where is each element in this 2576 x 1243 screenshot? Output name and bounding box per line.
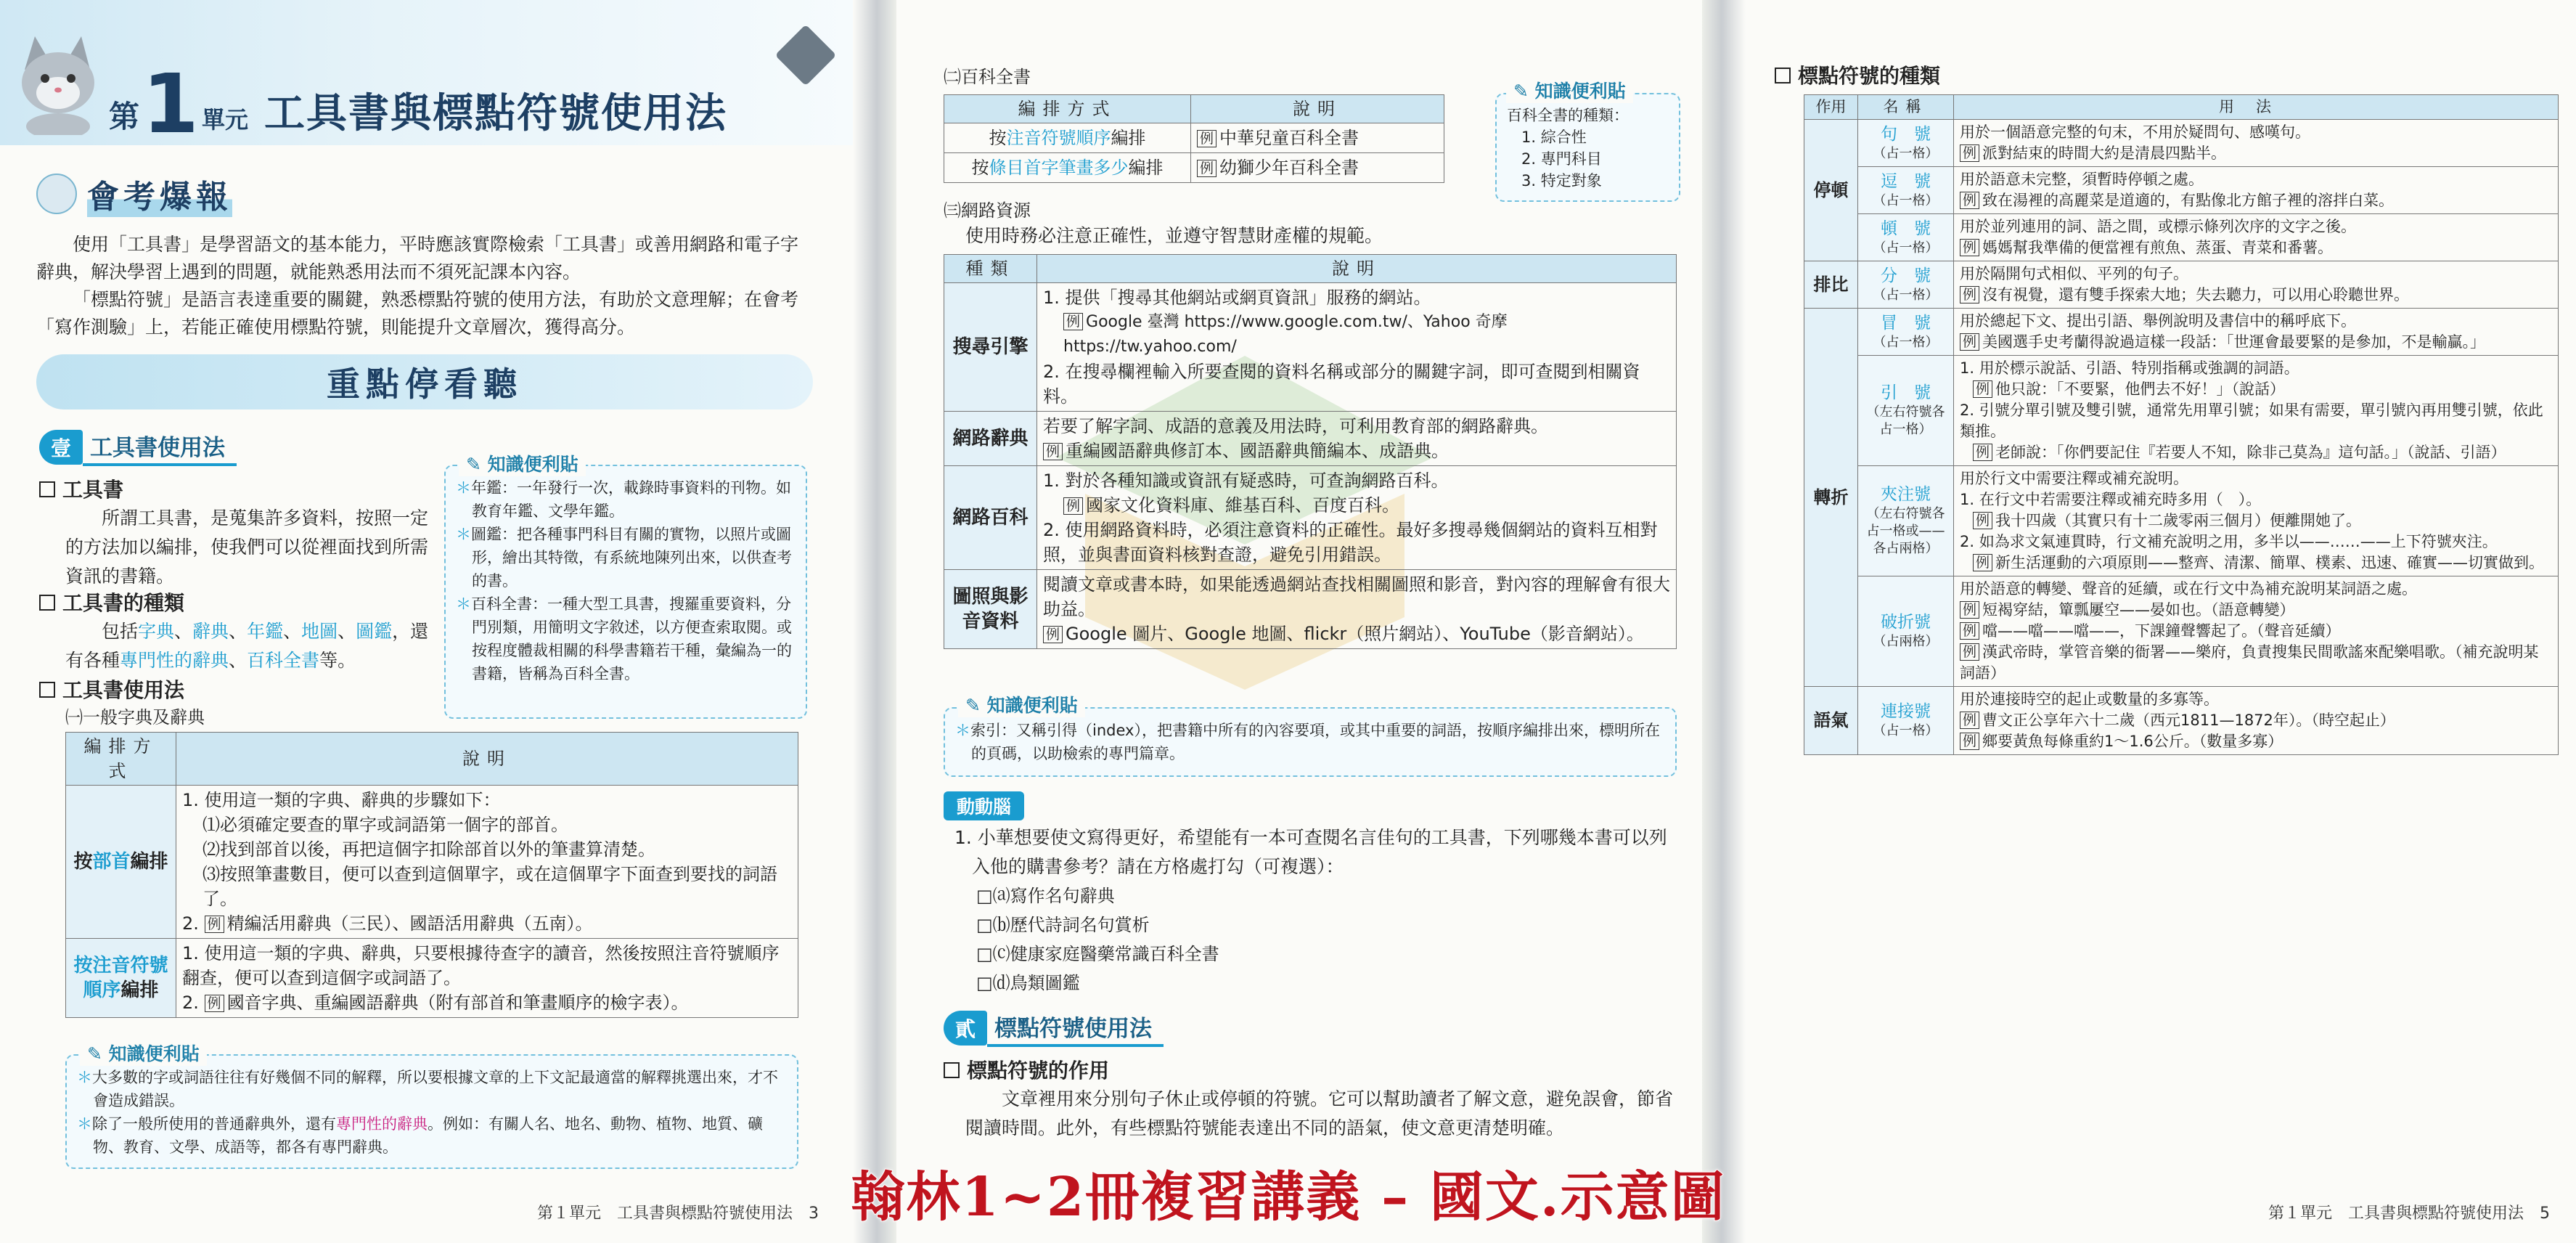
ow-1: 1. 對於各種知識或資訊有疑惑時，可查詢網路百科。 xyxy=(1043,470,1449,491)
table-header-desc: 說明 xyxy=(176,733,798,786)
type-illustrated: 圖鑑 xyxy=(356,621,393,642)
pt-header-name: 名稱 xyxy=(1858,95,1954,120)
od-example: 重編國語辭典修訂本、國語辭典簡編本、成語典。 xyxy=(1066,441,1449,461)
intro-paragraph-2: 「標點符號」是語言表達重要的關鍵，熟悉標點符號的使用方法，有助於文意理解；在會考「寫作測驗」上，若能正確使用標點符號，則能提升文章層次，獲得高分。 xyxy=(36,289,799,338)
encyclopedia-table xyxy=(944,94,1444,183)
kb3-title: 知識便利貼 xyxy=(1534,81,1626,102)
r1-step-3: ⑶按照筆畫數目，便可以查到這個單字，或在這個單字下面查到要找的詞語了。 xyxy=(203,864,777,909)
option-a[interactable]: □⒜寫作名句辭典 xyxy=(976,886,1115,906)
punct-space: （占兩格） xyxy=(1873,634,1939,649)
middle-page xyxy=(896,0,1702,1243)
option-c[interactable]: □⒞健康家庭醫藥常識百科全書 xyxy=(976,944,1219,964)
punct-name: 連接號 xyxy=(1881,702,1931,721)
example-tag: 例 xyxy=(1960,286,1979,303)
heading-tool-usage: 工具書使用法 xyxy=(39,677,184,704)
example-tag: 例 xyxy=(205,995,224,1012)
role-g2: 排比 xyxy=(1804,261,1858,309)
se-1: 1. 提供「搜尋其他網站或網頁資訊」服務的網站。 xyxy=(1043,288,1431,308)
option-d[interactable]: □⒟鳥類圖鑑 xyxy=(976,973,1080,993)
type-dictionary: 字典 xyxy=(138,621,175,642)
kb4-index: ＊ 索引：又稱引得（index），把書籍中所有的內容要項，或其中重要的詞語，按順序編排出來，標明所在的頁碼，以助檢索的專門篇章。 xyxy=(955,719,1665,765)
practice-label xyxy=(944,791,1024,820)
row-image-media: 圖照與影音資料 xyxy=(944,570,1037,649)
kb1-yearbook: ＊ 年鑑：一年發行一次，載錄時事資料的刊物。如教育年鑑、文學年鑑。 xyxy=(456,476,796,523)
table-row xyxy=(944,466,1677,570)
pt-header-role: 作用 xyxy=(1804,95,1858,120)
r2-text: 1. 使用這一類的字典、辭典，只要根據待查字的讀音，然後按照注音符號順序翻查，便可以查到這個字或詞語了。 xyxy=(182,943,780,988)
table-row xyxy=(1804,309,2559,356)
table-row xyxy=(1804,466,2559,576)
punct-ex1: 短褐穿結，簞瓢屢空——晏如也。（語意轉變） xyxy=(1982,601,2295,619)
r2-ex-num: 2. xyxy=(182,993,199,1013)
table-header-method: 編排方式 xyxy=(66,733,176,786)
kb-enc-lead: 百科全書的種類： xyxy=(1507,107,1629,124)
example-tag: 例 xyxy=(1960,601,1979,619)
example-tag: 例 xyxy=(1960,733,1979,750)
punct-t1: 用於連接時空的起止或數量的多寡等。 xyxy=(1960,690,2219,708)
focus-banner-title: 重點停看聽 xyxy=(327,364,523,404)
r1-step-2: ⑵找到部首以後，再把這個字扣除部首以外的筆畫算清楚。 xyxy=(203,839,655,860)
watermark-caption: 翰林1~2冊複習講義 – 國文.示意圖 xyxy=(851,1166,1726,1228)
punct-t2: 1. 在行文中若需要注釋或補充時多用（ ）。 xyxy=(1960,491,2262,508)
punct-name: 逗 號 xyxy=(1881,171,1931,191)
gutter-left xyxy=(853,0,896,1243)
ow-example: 國家文化資料庫、維基百科、百度百科。 xyxy=(1086,495,1400,515)
punct-ex1: 沒有視覺，還有雙手探索大地；失去聽力，可以用心聆聽世界。 xyxy=(1982,286,2410,303)
row-online-dictionary: 網路辭典 xyxy=(944,412,1037,466)
r2-b: 順序 xyxy=(83,979,121,1001)
punct-t2: 2. 引號分單引號及雙引號，通常先用單引號；如果有需要，單引號內再用雙引號，依此類推。 xyxy=(1960,402,2543,440)
lightbulb-icon: ✎ xyxy=(466,454,488,475)
punct-space: （占一格） xyxy=(1873,192,1939,208)
se-example: Google 臺灣 https://www.google.com.tw/、Yahoo 奇摩 https://tw.yahoo.com/ xyxy=(1063,313,1508,356)
punct-name: 句 號 xyxy=(1881,124,1931,144)
punct-t1: 用於語意未完整，須暫時停頓之處。 xyxy=(1960,171,2204,188)
section-2-badge: 貳 xyxy=(944,1011,987,1046)
kb1-illustrated: ＊ 圖鑑：把各種事門科目有關的實物，以照片或圖形，繪出其特徵，有系統地陳列出來，以供查考的書。 xyxy=(456,523,796,592)
type-encyclopedia: 百科全書 xyxy=(247,650,320,671)
knowledge-box-2 xyxy=(65,1054,798,1169)
kb-enc-1: 1. 綜合性 xyxy=(1521,129,1587,146)
role-g3: 轉折 xyxy=(1804,309,1858,687)
punct-t1: 用於總起下文、提出引語、舉例說明及書信中的稱呼底下。 xyxy=(1960,312,2356,330)
dictionary-table xyxy=(65,732,798,1018)
type-specialized: 專門性的辭典 xyxy=(120,650,229,671)
kb2-item-1: ＊ 大多數的字或詞語往往有好幾個不同的解釋，所以要根據文章的上下文記最適當的解釋挑選出來，才不會造成錯誤。 xyxy=(77,1066,787,1112)
knowledge-box-1-label xyxy=(459,450,586,476)
r1-b: 部首 xyxy=(92,851,131,873)
example-tag: 例 xyxy=(1973,512,1992,529)
knowledge-box-4 xyxy=(944,707,1677,777)
section-2-heading xyxy=(944,1011,1164,1046)
row-search-engine: 搜尋引擎 xyxy=(944,283,1037,412)
question-1: 1. 小華想要使文寫得更好，希望能有一本可查閱名言佳句的工具書，下列哪幾本書可以列入他的購書參考？請在方格處打勾（可複選）： xyxy=(954,827,1667,877)
example-tag: 例 xyxy=(1960,333,1979,351)
unit-title: 工具書與標點符號使用法 xyxy=(263,90,727,137)
right-footer: 第１單元 工具書與標點符號使用法 5 xyxy=(2268,1205,2550,1223)
punct-table xyxy=(1804,94,2559,755)
t2-header-method: 編排方式 xyxy=(944,95,1191,123)
heading-tool-types: 工具書的種類 xyxy=(39,590,184,617)
punct-ex1: 美國選手史考蘭得說過這樣一段話：「世運會最要緊的是參加，不是輸贏。」 xyxy=(1982,333,2486,351)
heading-punct-kinds: 標點符號的種類 xyxy=(1775,62,1940,90)
example-tag: 例 xyxy=(1960,643,1979,661)
ow-2: 2. 使用網路資料時，必須注意資料的正確性。最好多搜尋幾個網站的資料互相對照，並與書面資料核對查證，避免引用錯誤。 xyxy=(1043,520,1658,565)
punct-ex3: 漢武帝時，掌管音樂的衙署——樂府，負責搜集民間歌謠來配樂唱歌。（補充說明某詞語） xyxy=(1960,643,2539,682)
unit-number: 1 xyxy=(142,57,199,152)
r2-c: 編排 xyxy=(120,979,159,1001)
lightbulb-icon: ✎ xyxy=(1513,81,1535,102)
option-b[interactable]: □⒝歷代詩詞名句賞析 xyxy=(976,915,1150,935)
example-tag: 例 xyxy=(1043,626,1063,643)
lightbulb-icon: ✎ xyxy=(965,695,987,716)
row-online-encyclopedia: 網路百科 xyxy=(944,466,1037,570)
r1-a: 按 xyxy=(73,851,93,873)
t3-header-desc: 說明 xyxy=(1037,255,1677,283)
punct-t1: 用於一個語意完整的句末，不用於疑問句、感嘆句。 xyxy=(1960,123,2310,141)
sep: 、 xyxy=(338,621,356,642)
example-tag: 例 xyxy=(1960,712,1979,729)
kb2-em: 專門性的辭典 xyxy=(336,1115,428,1133)
example-tag: 例 xyxy=(1063,497,1083,515)
table-row xyxy=(944,570,1677,649)
punct-ex2: 鄉要黃魚每條重約1～1.6公斤。（數量多寡） xyxy=(1982,733,2283,750)
subheading-encyclopedia: ㈡百科全書 xyxy=(944,67,1031,87)
type-yearbook: 年鑑 xyxy=(247,621,284,642)
table-row xyxy=(944,123,1444,153)
kb-enc-2: 2. 專門科目 xyxy=(1521,150,1602,168)
t2-r2-example: 幼獅少年百科全書 xyxy=(1219,158,1359,178)
left-footer: 第１單元 工具書與標點符號使用法 3 xyxy=(537,1205,819,1223)
r2-example: 國音字典、重編國語辭典（附有部首和筆畫順序的檢字表）。 xyxy=(226,993,689,1013)
intro-paragraph-1: 使用「工具書」是學習語文的基本能力，平時應該實際檢索「工具書」或善用網路和電子字辭典，解決學習上遇到的問題，就能熟悉用法而不須死記課本內容。 xyxy=(36,234,799,282)
t2-r2a: 按 xyxy=(971,158,989,178)
gutter-right xyxy=(1702,0,1746,1243)
example-tag: 例 xyxy=(1063,313,1083,330)
punct-t1: 用於並列連用的詞、語之間，或標示條列次序的文字之後。 xyxy=(1960,218,2356,235)
punct-ex1: 媽媽幫我準備的便當裡有煎魚、蒸蛋、青菜和番薯。 xyxy=(1982,239,2334,256)
r1-step-1: ⑴必須確定要查的單字或詞語第一個字的部首。 xyxy=(203,815,568,835)
sep: 、 xyxy=(229,650,248,671)
heading-tool-book: 工具書 xyxy=(39,476,123,504)
punct-ex1: 我十四歲（其實只有十二歲零兩三個月）便離開她了。 xyxy=(1995,512,2362,529)
punct-name: 破折號 xyxy=(1881,613,1931,632)
type-map: 地圖 xyxy=(301,621,338,642)
table-row xyxy=(944,283,1677,412)
section-1-title: 工具書使用法 xyxy=(83,429,237,466)
example-tag: 例 xyxy=(1197,160,1217,177)
t2-r1-example: 中華兒童百科全書 xyxy=(1219,128,1359,148)
r1-example: 精編活用辭典（三民）、國語活用辭典（五南）。 xyxy=(226,913,593,934)
kb4-title: 知識便利貼 xyxy=(986,695,1078,716)
punct-t1: 用於隔開句式相似、平列的句子。 xyxy=(1960,265,2188,282)
r1-ex-num: 2. xyxy=(182,913,199,934)
section-1-badge: 壹 xyxy=(39,430,83,465)
example-tag: 例 xyxy=(1960,622,1979,640)
punct-space: （占一格） xyxy=(1873,240,1939,256)
sep: 、 xyxy=(229,621,248,642)
punct-space: （占一格） xyxy=(1873,287,1939,303)
subheading-web: ㈢網路資源 xyxy=(944,200,1031,221)
od-1: 若要了解字詞、成語的意義及用法時，可利用教育部的網路辭典。 xyxy=(1043,416,1548,436)
punct-ex1: 派對結束的時間大約是清晨四點半。 xyxy=(1982,144,2227,162)
unit-suffix: 單元 xyxy=(201,106,248,134)
table-row xyxy=(66,786,798,939)
punct-t3: 2. 如為求文氣連貫時，行文補充說明之用，多半以——……——上下符號夾注。 xyxy=(1960,533,2498,550)
section-2-title: 標點符號使用法 xyxy=(987,1010,1164,1047)
types-end: 等。 xyxy=(319,650,356,671)
punct-name: 引 號 xyxy=(1881,383,1931,402)
punct-name: 分 號 xyxy=(1881,266,1931,285)
t2-r2b: 條目首字筆畫多少 xyxy=(989,158,1129,178)
kb1-title: 知識便利貼 xyxy=(487,454,578,475)
table-row xyxy=(1804,576,2559,687)
im-example: Google 圖片、Google 地圖、flickr（照片網站）、YouTube（影音網站）。 xyxy=(1066,624,1644,644)
punct-space: （左右符號各占一格或——各占兩格） xyxy=(1866,506,1945,556)
practice-label-text: 動動腦 xyxy=(957,796,1012,818)
kb2-item-2 xyxy=(77,1112,787,1159)
kb1-encyclopedia: ＊ 百科全書：一種大型工具書，搜羅重要資料，分門別類，用簡明文字敘述，以方便查索取閱。或按程度體裁相關的科學書籍若干種，彙編為一的書籍，皆稱為百科全書。 xyxy=(456,592,796,685)
example-tag: 例 xyxy=(1197,130,1217,147)
megaphone-icon xyxy=(36,174,77,214)
table-row xyxy=(1804,687,2559,755)
table-row xyxy=(1804,261,2559,309)
kb-enc-3: 3. 特定對象 xyxy=(1521,172,1602,189)
im-1: 閱讀文章或書本時，如果能透過網站查找相關圖照和影音，對內容的理解會有很大助益。 xyxy=(1043,574,1670,619)
t2-r1b: 注音符號順序 xyxy=(1006,128,1111,148)
knowledge-box-1 xyxy=(444,465,807,719)
example-tag: 例 xyxy=(1043,443,1063,460)
punct-ex2: 老師說：「你們要記住『若要人不知，除非己莫為』這句話。」（說話、引語） xyxy=(1995,444,2506,461)
punct-ex2: 噹——噹——噹——，下課鐘聲響起了。（聲音延續） xyxy=(1982,622,2341,640)
tool-types-text xyxy=(65,617,436,675)
tool-book-text: 所謂工具書，是蒐集許多資料，按照一定的方法加以編排，使我們可以從裡面找到所需資訊的書籍。 xyxy=(65,508,429,587)
punct-ex1: 致在湯裡的高麗菜是道適的，有點像北方館子裡的溶拌白菜。 xyxy=(1982,192,2395,209)
unit-title-row xyxy=(109,57,727,152)
t2-r2c: 編排 xyxy=(1128,158,1164,178)
t3-header-kind: 種類 xyxy=(944,255,1037,283)
types-mid: ，還有各種 xyxy=(65,621,429,671)
table-row xyxy=(1804,120,2559,167)
punct-ex1: 他只說：「不要緊，他們去不好！」（說話） xyxy=(1995,380,2286,398)
punct-t1: 用於語意的轉變、聲音的延續，或在行文中為補充說明某詞語之處。 xyxy=(1960,580,2417,598)
punct-t1: 用於行文中需要注釋或補充說明。 xyxy=(1960,470,2188,487)
knowledge-box-2-label xyxy=(80,1040,207,1066)
punct-name: 夾注號 xyxy=(1881,485,1931,504)
r1-c: 編排 xyxy=(130,851,168,873)
example-tag: 例 xyxy=(1973,554,1992,571)
pt-header-usage: 用法 xyxy=(1954,95,2559,120)
table-row xyxy=(1804,214,2559,261)
table-row xyxy=(1804,356,2559,466)
punct-function-text: 文章裡用來分別句子休止或停頓的符號。它可以幫助讀者了解文意，避免誤會，節省閱讀時間。此外，有些標點符號能表達出不同的語氣，使文意更清楚明確。 xyxy=(965,1088,1674,1138)
punct-name: 冒 號 xyxy=(1881,313,1931,333)
right-page xyxy=(1746,0,2576,1243)
punct-space: （占一格） xyxy=(1873,723,1939,738)
unit-prefix: 第 xyxy=(109,99,140,134)
role-g4: 語氣 xyxy=(1804,687,1858,755)
table-row xyxy=(944,412,1677,466)
sep: 、 xyxy=(283,621,302,642)
web-resources-table xyxy=(944,254,1677,649)
left-page xyxy=(0,0,853,1243)
table-row xyxy=(1804,167,2559,214)
punct-t1: 1. 用於標示說話、引語、特別指稱或強調的詞語。 xyxy=(1960,359,2299,377)
example-tag: 例 xyxy=(1960,192,1979,209)
punct-space: （占一格） xyxy=(1873,334,1939,350)
kb2-pre: 除了一般所使用的普通辭典外，還有 xyxy=(92,1115,336,1133)
example-tag: 例 xyxy=(1973,444,1992,461)
example-tag: 例 xyxy=(1960,144,1979,162)
punct-ex2: 新生活運動的六項原則——整齊、清潔、簡單、樸素、迅速、確實——切實做到。 xyxy=(1995,554,2545,571)
t2-r1a: 按 xyxy=(989,128,1007,148)
table-row xyxy=(944,153,1444,183)
table-row xyxy=(66,939,798,1018)
se-2: 2. 在搜尋欄裡輸入所要查閱的資料名稱或部分的關鍵字詞，即可查閱到相關資料。 xyxy=(1043,362,1640,407)
punct-space: （左右符號各占一格） xyxy=(1866,404,1945,437)
punct-space: （占一格） xyxy=(1873,145,1939,161)
r2-a: 按注音符號 xyxy=(73,955,168,977)
heading-punct-function: 標點符號的作用 xyxy=(944,1057,1109,1085)
exam-banner-title: 會考爆報 xyxy=(87,171,232,217)
section-1-heading xyxy=(39,430,237,465)
example-tag: 例 xyxy=(205,916,224,933)
subheading-dictionary: ㈠一般字典及辭典 xyxy=(65,707,205,728)
types-pre: 包括 xyxy=(102,621,139,642)
web-note: 使用時務必注意正確性，並遵守智慧財產權的規範。 xyxy=(965,225,1383,246)
punct-name: 頓 號 xyxy=(1881,219,1931,238)
kb2-post: 。例如：有關人名、地名、動物、植物、地質、礦物、教育、文學、成語等，都各有專門辭典。 xyxy=(93,1115,763,1156)
sep: 、 xyxy=(174,621,193,642)
lightbulb-icon: ✎ xyxy=(87,1043,109,1064)
example-tag: 例 xyxy=(1973,380,1992,398)
cat-mascot-icon xyxy=(15,26,102,135)
t2-r1c: 編排 xyxy=(1111,128,1146,148)
knowledge-box-3 xyxy=(1495,93,1680,202)
role-g1: 停頓 xyxy=(1804,120,1858,261)
t2-header-desc: 說明 xyxy=(1191,95,1444,123)
example-tag: 例 xyxy=(1960,239,1979,256)
r1-intro: 1. 使用這一類的字典、辭典的步驟如下： xyxy=(182,790,501,810)
type-lexicon: 辭典 xyxy=(192,621,229,642)
knowledge-box-4-label xyxy=(958,691,1085,717)
knowledge-box-3-label xyxy=(1506,77,1633,103)
exam-banner xyxy=(36,168,377,219)
kb2-title: 知識便利貼 xyxy=(108,1043,200,1064)
punct-ex1: 曹文正公享年六十二歲（西元1811—1872年）。（時空起止） xyxy=(1982,712,2395,729)
focus-banner xyxy=(36,354,813,409)
